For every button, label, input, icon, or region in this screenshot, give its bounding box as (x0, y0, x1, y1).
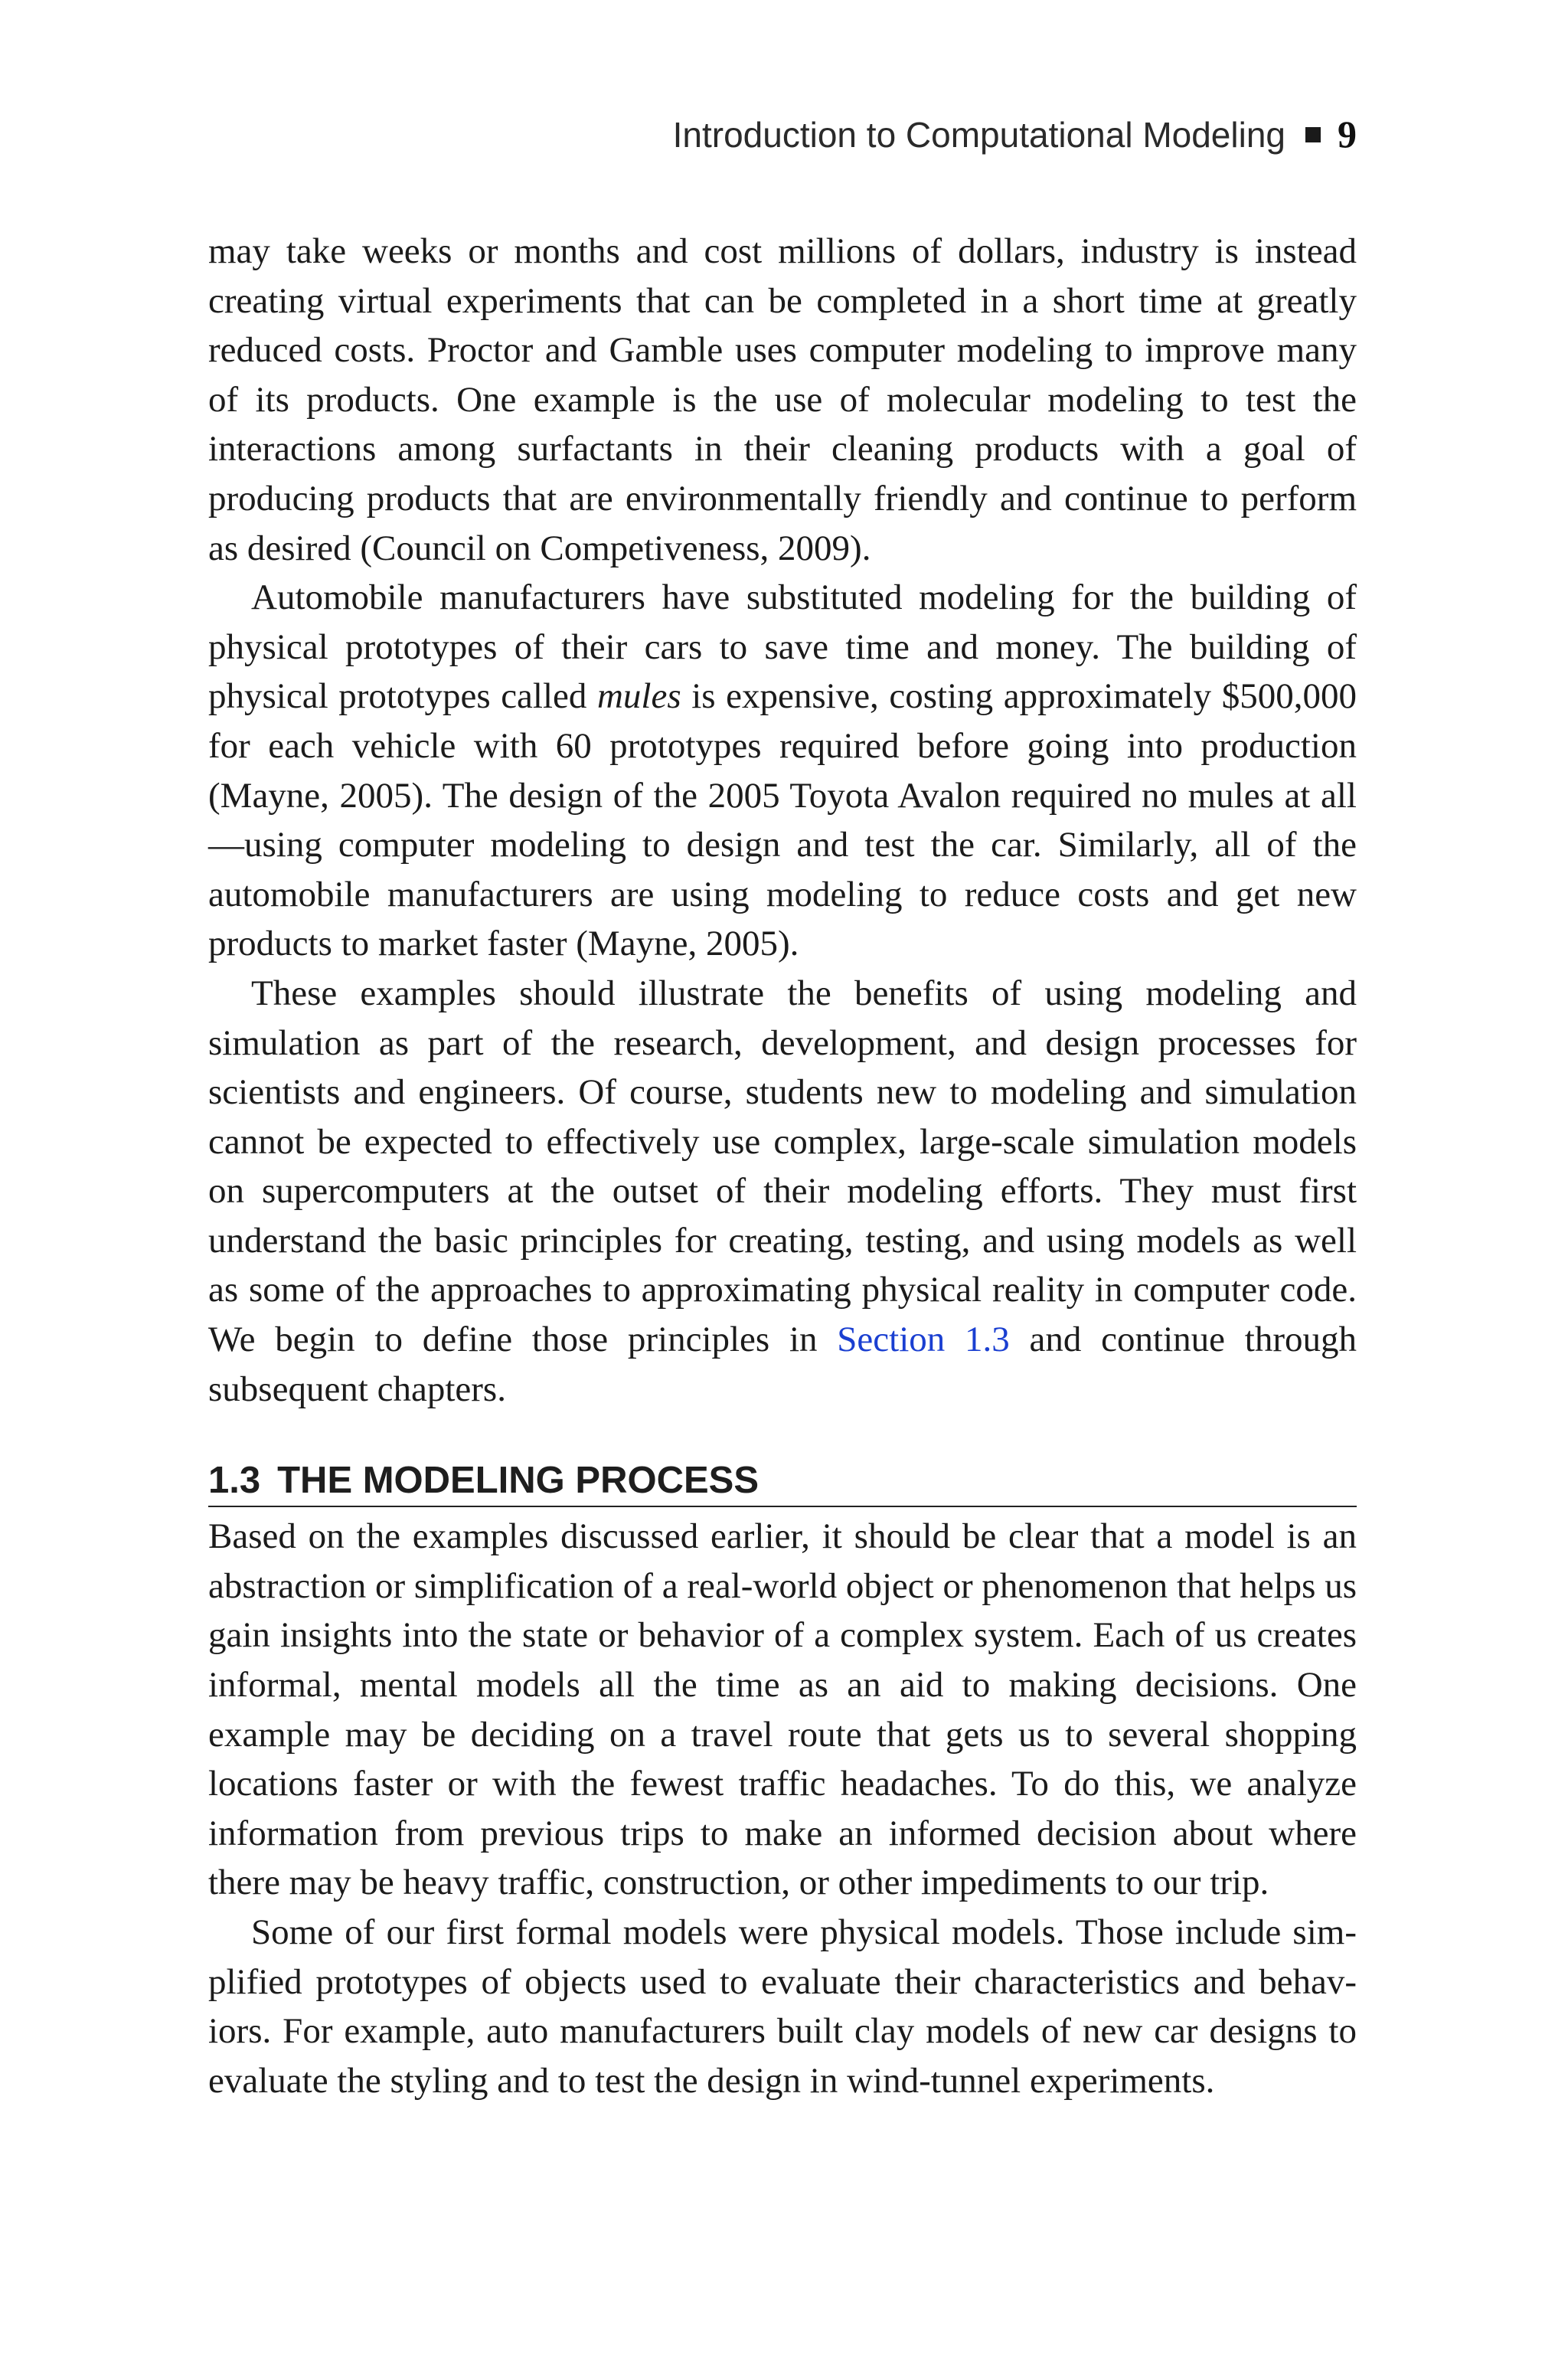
square-bullet-icon (1305, 127, 1321, 142)
page-number: 9 (1338, 113, 1357, 155)
section-1-3-link[interactable]: Section 1.3 (837, 1320, 1010, 1360)
body-text (208, 227, 1357, 2105)
running-head-title: Introduction to Computational Modeling (672, 115, 1285, 155)
paragraph-examples-text-2: and continue through subsequent chapters. (208, 1320, 1357, 1409)
section-title: THE MODELING PROCESS (277, 1460, 760, 1502)
paragraph-automobile-text-1: Automobile manufacturers have substituted modeling for the building of physical prototypes of their cars to save time and money. The building of physical prototypes called (208, 577, 1357, 717)
italic-term-mules: mules (596, 676, 681, 717)
section-heading (208, 1457, 1357, 1507)
paragraph-model-definition: Based on the examples discussed earlier, it should be clear that a model is an abstraction or simplification of a real-world object or phenomenon that helps us gain insights into the state or behavior of a complex system. Each of us creates informal, mental models all the time as an aid to making decisions. One example may be deciding on a travel route that gets us to several shopping locations faster or with the fewest traffic headaches. To do this, we analyze information from previous trips to make an informed decision about where there may be heavy traffic, construction, or other impediments to our trip. (208, 1516, 1357, 1903)
paragraph-examples-text-1: These examples should illustrate the benefits of using modeling and simulation as part of the research, development, and design processes for scientists and engineers. Of course, students new to modeling and simulation cannot be expected to effectively use complex, large-scale simulation models on supercomputers at the outset of their modeling efforts. They must first understand the basic principles for creating, testing, and using models as well as some of the approaches to approximating physical reality in computer code. We begin to define those principles in (208, 973, 1357, 1360)
paragraph-continued: may take weeks or months and cost millions of dollars, industry is instead creating virtual experiments that can be completed in a short time at greatly reduced costs. Proctor and Gamble uses computer modeling to improve many of its products. One example is the use of molecular modeling to test the interactions among surfactants in their cleaning products with a goal of producing products that are environmentally friendly and continue to perform as desired (Council on Competiveness, 2009). (208, 231, 1357, 568)
running-head (208, 115, 1357, 153)
paragraph-automobile-text-2: is expensive, costing approximately $500,000 for each vehicle with 60 prototypes required before going into production (Mayne, 2005). The design of the 2005 Toyota Avalon required no mules at all—using computer modeling to design and test the car. Similarly, all of the automobile manufacturers are using modeling to reduce costs and get new products to market faster (Mayne, 2005). (208, 676, 1357, 964)
section-number: 1.3 (208, 1460, 261, 1502)
paragraph-automobile (208, 573, 1357, 969)
paragraph-examples (208, 969, 1357, 1414)
paragraph-physical-models: Some of our first formal models were physical models. Those include simplified prototypes of objects used to evaluate their characteristics and behaviors. For example, auto manufacturers built clay models of new car designs to evaluate the styling and to test the design in wind-tunnel experiments. (208, 1912, 1357, 2101)
